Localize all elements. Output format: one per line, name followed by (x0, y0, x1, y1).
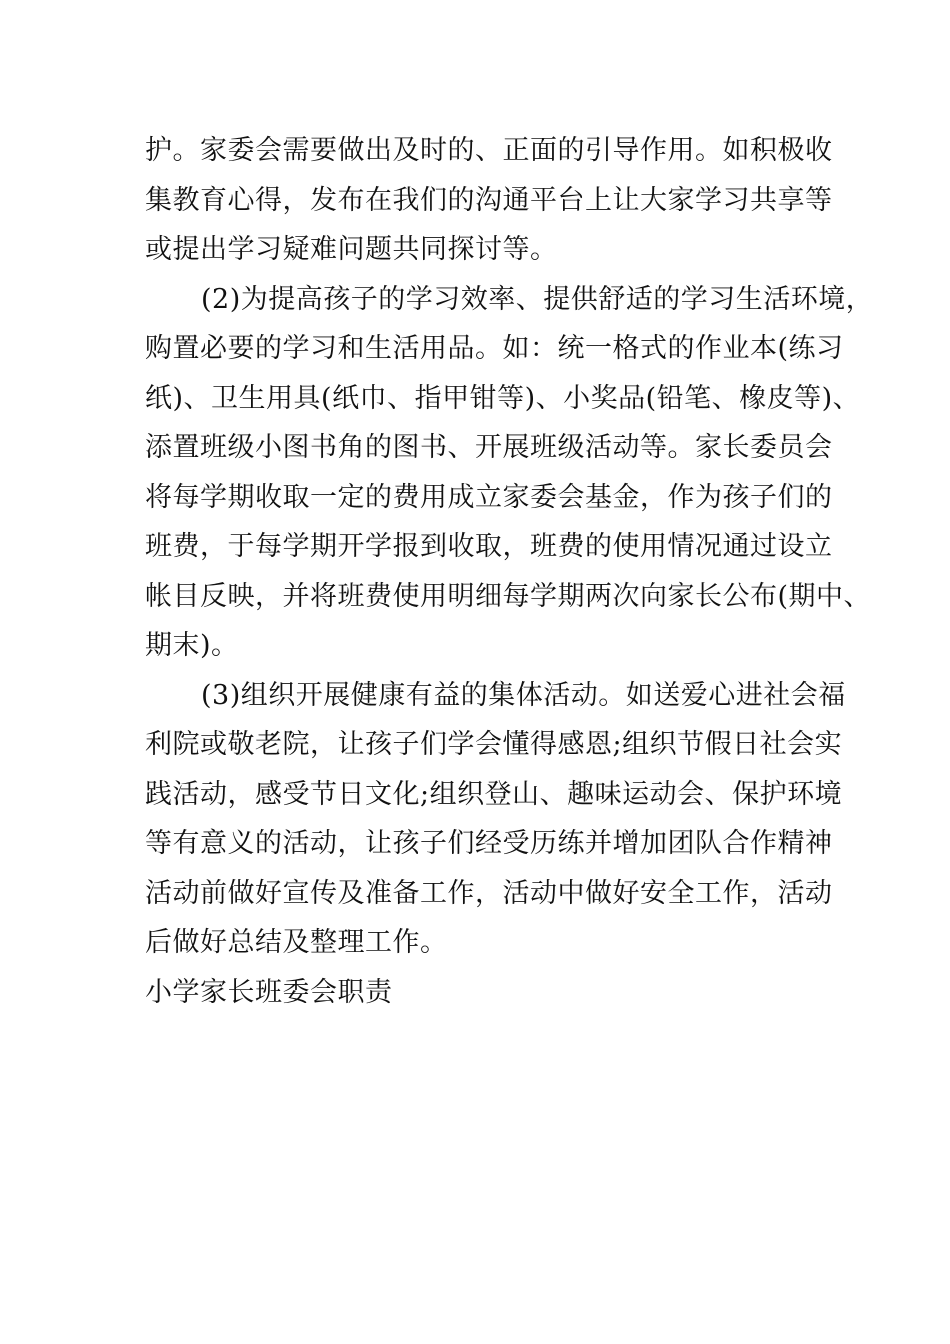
paragraph-line: 添置班级小图书角的图书、开展班级活动等。家长委员会 (145, 432, 833, 463)
paragraph-line: 将每学期收取一定的费用成立家委会基金，作为孩子们的 (145, 481, 833, 513)
paragraph-line: 后做好总结及整理工作。 (145, 927, 448, 958)
paragraph-line: 期末)。 (145, 630, 239, 661)
paragraph-line: 践活动，感受节日文化;组织登山、趣味运动会、保护环境 (145, 778, 843, 810)
paragraph-line: 或提出学习疑难问题共同探讨等。 (145, 234, 558, 265)
paragraph-1 (145, 126, 833, 275)
document-body (145, 126, 874, 1017)
paragraph-line: 纸)、卫生用具(纸巾、指甲钳等)、小奖品(铅笔、橡皮等)、 (145, 382, 861, 414)
paragraph-3 (145, 671, 846, 968)
paragraph-2 (145, 275, 874, 671)
paragraph-line: 集教育心得，发布在我们的沟通平台上让大家学习共享等 (145, 184, 833, 216)
paragraph-line: 利院或敬老院，让孩子们学会懂得感恩;组织节假日社会实 (145, 729, 843, 760)
paragraph-line: 班费，于每学期开学报到收取，班费的使用情况通过设立 (145, 531, 833, 562)
paragraph-line: 护。家委会需要做出及时的、正面的引导作用。如积极收 (145, 135, 833, 166)
paragraph-line: (3)组织开展健康有益的集体活动。如送爱心进社会福 (201, 679, 846, 711)
paragraph-line: 帐目反映，并将班费使用明细每学期两次向家长公布(期中、 (145, 580, 872, 612)
paragraph-line: 活动前做好宣传及准备工作，活动中做好安全工作，活动 (145, 877, 833, 909)
paragraph-line: (2)为提高孩子的学习效率、提供舒适的学习生活环境， (201, 283, 874, 315)
paragraph-line: 购置必要的学习和生活用品。如：统一格式的作业本(练习 (145, 333, 844, 364)
section-heading: 小学家长班委会职责 (145, 976, 393, 1008)
paragraph-line: 等有意义的活动，让孩子们经受历练并增加团队合作精神 (145, 828, 833, 859)
